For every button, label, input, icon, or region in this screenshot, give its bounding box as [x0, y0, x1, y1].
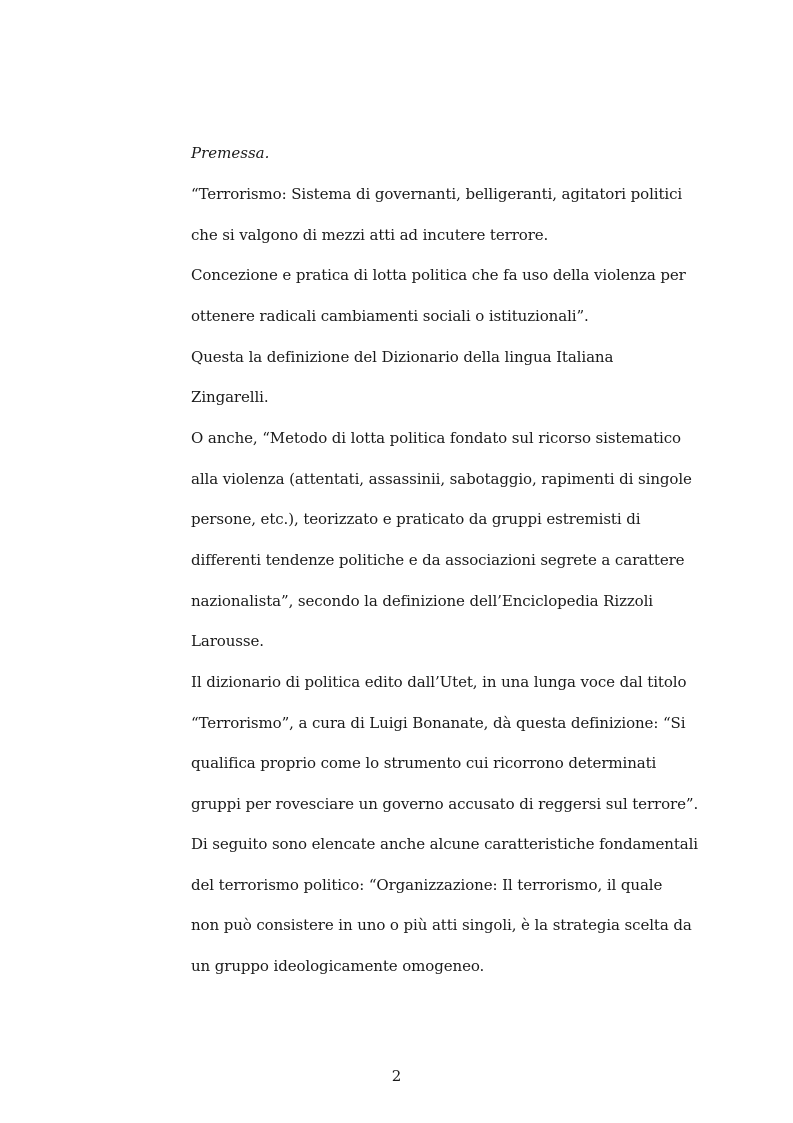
text-line: nazionalista”, secondo la definizione dell’Enciclopedia Rizzoli	[191, 592, 653, 610]
text-line: non può consistere in uno o più atti singoli, è la strategia scelta da	[191, 916, 692, 934]
text-line: alla violenza (attentati, assassinii, sabotaggio, rapimenti di singole	[191, 470, 692, 488]
text-line: “Terrorismo: Sistema di governanti, belligeranti, agitatori politici	[191, 185, 683, 203]
text-line: Il dizionario di politica edito dall’Utet, in una lunga voce dal titolo	[191, 673, 687, 691]
text-line: Larousse.	[191, 632, 264, 650]
page-number: 2	[391, 1067, 402, 1085]
text-line: Questa la definizione del Dizionario della lingua Italiana	[191, 348, 614, 366]
text-line: Concezione e pratica di lotta politica che fa uso della violenza per	[191, 266, 686, 284]
text-line: del terrorismo politico: “Organizzazione: Il terrorismo, il quale	[191, 876, 663, 894]
section-heading: Premessa.	[191, 144, 270, 162]
text-line: “Terrorismo”, a cura di Luigi Bonanate, dà questa definizione: “Si	[191, 714, 686, 732]
text-line: Zingarelli.	[191, 388, 269, 406]
text-line: che si valgono di mezzi atti ad incutere terrore.	[191, 226, 549, 244]
text-line: Di seguito sono elencate anche alcune caratteristiche fondamentali	[191, 835, 698, 853]
text-line: ottenere radicali cambiamenti sociali o istituzionali”.	[191, 307, 589, 325]
text-line: differenti tendenze politiche e da associazioni segrete a carattere	[191, 551, 685, 569]
text-line: qualifica proprio come lo strumento cui ricorrono determinati	[191, 754, 657, 772]
text-line: persone, etc.), teorizzato e praticato da gruppi estremisti di	[191, 510, 641, 528]
text-line: un gruppo ideologicamente omogeneo.	[191, 957, 485, 975]
text-line: gruppi per rovesciare un governo accusato di reggersi sul terrore”.	[191, 795, 699, 813]
text-line: O anche, “Metodo di lotta politica fondato sul ricorso sistematico	[191, 429, 681, 447]
